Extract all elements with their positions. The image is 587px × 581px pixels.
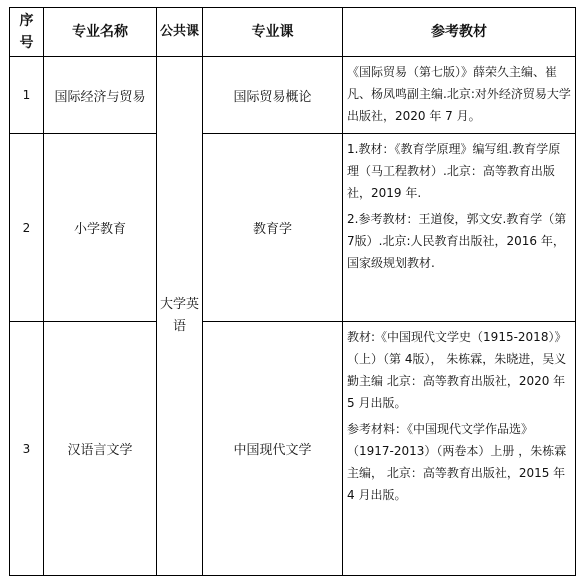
row-index: 2 (10, 134, 44, 322)
row-index: 1 (10, 57, 44, 134)
table-row (10, 322, 576, 576)
row-major: 汉语言文学 (44, 322, 157, 576)
row-reference (343, 322, 576, 576)
reference-entry: 参考材料：《中国现代文学作品选》（1917-2013）（两卷本）上册 ，朱栋霖主编， 北京：高等教育出版社，2015 年 4 月出版。 (347, 422, 567, 502)
reference-entry: 《国际贸易（第七版）》薛荣久主编、崔凡、杨凤鸣副主编.北京:对外经济贸易大学出版社，2020 年 7 月。 (347, 65, 571, 123)
header-major-course: 专业课 (203, 8, 343, 57)
row-major: 小学教育 (44, 134, 157, 322)
course-table (9, 7, 576, 576)
row-major: 国际经济与贸易 (44, 57, 157, 134)
row-course: 教育学 (203, 134, 343, 322)
row-index: 3 (10, 322, 44, 576)
reference-entry: 教材:《中国现代文学史（1915-2018）》（上）（第 4版）， 朱栋霖，朱晓进，吴义勤主编 北京：高等教育出版社，2020 年 5 月出版。 (347, 330, 567, 410)
row-course: 中国现代文学 (203, 322, 343, 576)
header-public-course: 公共课 (157, 8, 203, 57)
header-major: 专业名称 (44, 8, 157, 57)
reference-entry: 2.参考教材：王道俊，郭文安.教育学（第 7版）.北京:人民教育出版社，2016 年，国家级规划教材. (347, 212, 567, 270)
row-reference (343, 134, 576, 322)
row-course: 国际贸易概论 (203, 57, 343, 134)
header-reference: 参考教材 (343, 8, 576, 57)
header-seq: 序 号 (10, 8, 44, 57)
table-row (10, 57, 576, 134)
reference-entry: 1.教材：《教育学原理》编写组.教育学原理（马工程教材）.北京：高等教育出版社，2019 年. (347, 142, 561, 200)
public-course-cell: 大学英 语 (157, 57, 203, 576)
table-header-row (10, 8, 576, 57)
table-row (10, 134, 576, 322)
row-reference (343, 57, 576, 134)
